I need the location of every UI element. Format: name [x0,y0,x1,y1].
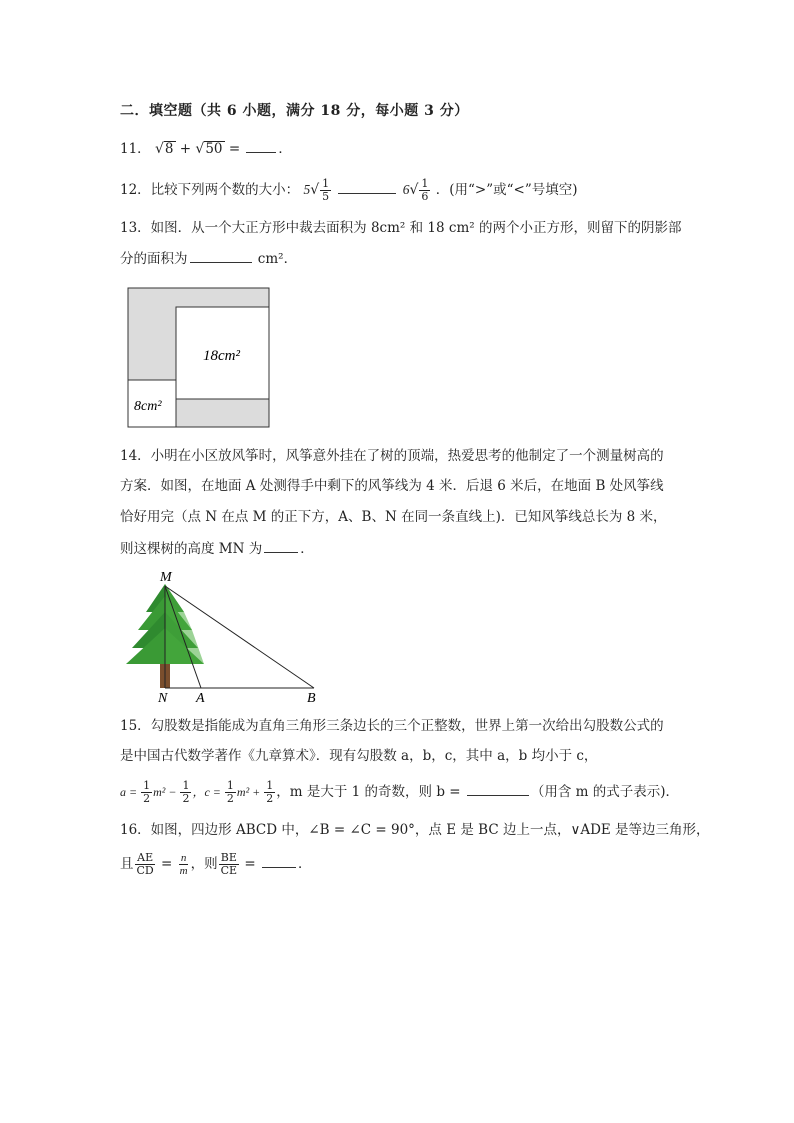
q15-half-1 [141,780,152,805]
section-title: 二．填空题（共 6 小题，满分 18 分，每小题 3 分） [120,103,469,119]
q16-answer-blank[interactable] [262,853,296,868]
q12-coef-2: 6 [402,182,410,197]
frac-num: 1 [182,779,190,792]
point-A-label: A [196,691,205,706]
q14-answer-blank[interactable] [264,538,298,553]
question-14-line-3: 恰好用完（点 N 在点 M 的正下方，A、B、N 在同一条直线上)．已知风筝线总长为 8 米， [120,509,667,525]
q12-f2-numerator: 1 [421,177,429,190]
label-8cm: 8cm² [134,399,162,414]
q16-fraction-AE-CD [135,852,156,877]
q12-f1-numerator: 1 [322,177,330,190]
q13-squares-figure [126,286,272,430]
frac-den: CE [220,864,238,877]
question-16-line-1: 16．如图，四边形 ABCD 中，∠B = ∠C = 90°，点 E 是 BC 边上一点，∨ADE 是等边三角形， [120,822,710,838]
frac-num: 1 [266,779,274,792]
q15-c-term: m² + [236,785,264,799]
q13-text: 分的面积为 [120,251,188,267]
sqrt-symbol: √ [195,141,205,157]
point-N-label: N [158,691,168,706]
q16-fraction-n-m [178,852,190,877]
q11-radicand-a: 8 [164,141,174,157]
q14-tail: ． [300,541,314,557]
q16-fraction-BE-CE [219,852,239,877]
q14-tree-figure [116,568,326,706]
question-15-line-3 [120,780,679,808]
q14-text: 则这棵树的高度 MN 为 [120,541,263,557]
q16-pre: 且 [120,856,134,872]
q12-text: 12．比较下列两个数的大小： [120,182,300,198]
q12-fraction-2 [419,178,430,203]
q12-tail: ．(用“>”或“<”号填空) [435,182,578,198]
q11-number: 11． [120,141,151,157]
question-16-line-2: 且 $\frac{AE}{CD}$ = $\frac{n}{m}$ ，则 $\frac{BE}{CE}$ = ． [120,851,312,877]
frac-den: 2 [182,792,190,805]
q12-coef-1: 5 [303,182,311,197]
sqrt-symbol: √ [154,141,164,157]
q11-tail: ． [278,141,292,157]
q11-answer-blank[interactable] [246,138,276,153]
question-13-line-1: 13．如图．从一个大正方形中裁去面积为 8cm² 和 18 cm² 的两个小正方形，则留下的阴影部 [120,220,682,236]
frac-num: AE [137,851,154,864]
label-18cm: 18cm² [203,348,240,364]
q12-answer-blank[interactable] [338,179,396,194]
q15-half-4 [264,780,275,805]
question-14-line-4 [120,538,314,559]
q16-tail: = [240,856,260,872]
question-14-line-2: 方案．如图，在地面 A 处测得手中剩下的风筝线为 4 米．后退 6 米后，在地面 B 处风筝线 [120,478,664,494]
q13-answer-blank[interactable] [190,248,252,263]
q16-mid: ，则 [190,856,218,872]
q16-equals: = [156,856,177,872]
q12-f2-denominator: 6 [421,190,429,203]
frac-den: 2 [143,792,151,805]
frac-den: CD [136,864,154,877]
frac-num: n [180,852,187,864]
sqrt-symbol: √ [409,182,419,198]
question-13-line-2 [120,248,297,269]
q15-a-term: m² − [153,785,180,799]
frac-den: 2 [266,792,274,805]
q15-mid: ，m 是大于 1 的奇数，则 b = [276,784,465,800]
frac-den: m [179,865,188,877]
sqrt-symbol: √ [310,182,320,198]
q11-equals: = [228,141,245,157]
point-M-label: M [160,570,172,585]
frac-den: 2 [226,792,234,805]
question-11: 11． √8 + √50 = ． [120,138,292,159]
frac-num: BE [220,851,237,864]
question-15-line-1: 15．勾股数是指能成为直角三角形三条边长的三个正整数，世界上第一次给出勾股数公式的 [120,718,664,734]
point-B-label: B [307,691,316,706]
question-14-line-1: 14．小明在小区放风筝时，风筝意外挂在了树的顶端，热爱思考的他制定了一个测量树高的 [120,448,664,464]
q15-answer-blank[interactable] [467,781,529,796]
q12-f1-denominator: 5 [322,190,330,203]
q11-radicand-b: 50 [205,141,223,157]
q15-c-lhs: ，c = [192,785,224,799]
question-12 [120,178,577,206]
frac-num: 1 [143,779,151,792]
q15-half-2 [180,780,191,805]
frac-num: 1 [226,779,234,792]
q13-unit: cm²． [253,251,298,267]
question-15-line-2: 是中国古代数学著作《九章算术》．现有勾股数 a，b，c，其中 a，b 均小于 c， [120,748,598,764]
q15-half-3 [225,780,236,805]
q15-tail: （用含 m 的式子表示)． [530,784,680,800]
q15-a-lhs: a = [120,785,141,799]
q12-fraction-1 [320,178,331,203]
